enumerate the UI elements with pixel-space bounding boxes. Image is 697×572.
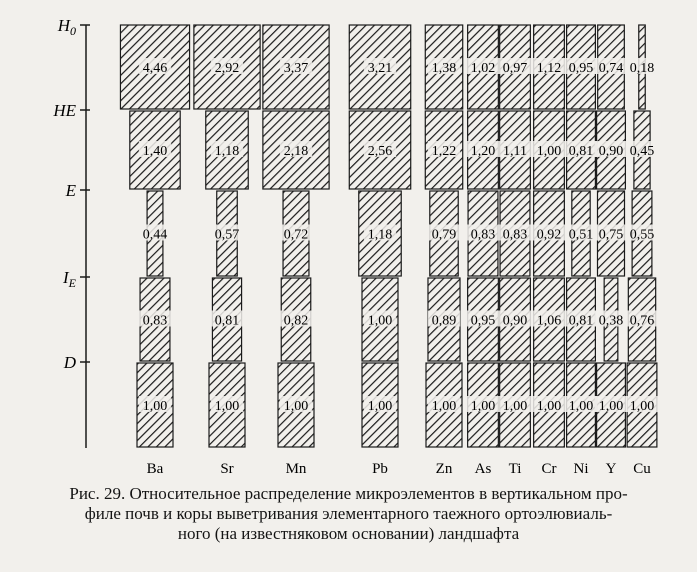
value-label-sr-he: 1,18 bbox=[214, 144, 240, 159]
value-label-as-d: 1,00 bbox=[470, 399, 496, 414]
value-label-ba-he: 1,40 bbox=[142, 144, 168, 159]
horizon-label-d: D bbox=[63, 353, 76, 372]
value-label-pb-h0: 3,21 bbox=[367, 61, 393, 76]
value-label-mn-h0: 3,37 bbox=[283, 61, 309, 76]
value-label-zn-ie: 0,89 bbox=[431, 313, 457, 329]
element-label-zn: Zn bbox=[435, 461, 453, 477]
element-label-pb: Pb bbox=[372, 461, 388, 477]
value-label-sr-e: 0,57 bbox=[214, 227, 240, 243]
value-label-pb-he: 2,56 bbox=[367, 144, 393, 159]
horizon-label-ie: $I_E$ bbox=[62, 268, 76, 290]
value-label-zn-d: 1,00 bbox=[431, 399, 457, 414]
caption-line-1: Рис. 29. Относительное распределение микроэлементов в вертикальном про- bbox=[69, 484, 628, 503]
element-label-ba: Ba bbox=[146, 461, 164, 477]
value-label-cu-h0: 0,18 bbox=[629, 61, 655, 76]
element-label-as: As bbox=[474, 461, 492, 477]
value-label-sr-ie: 0,81 bbox=[214, 313, 240, 329]
value-label-cr-d: 1,00 bbox=[536, 399, 562, 414]
value-label-ni-he: 0,81 bbox=[568, 144, 594, 159]
caption-line-3: ного (на известняковом основании) ландшафта bbox=[177, 524, 520, 543]
value-label-y-h0: 0,74 bbox=[598, 61, 624, 76]
value-label-ti-ie: 0,90 bbox=[502, 313, 528, 329]
value-label-sr-h0: 2,92 bbox=[214, 61, 240, 76]
value-label-ti-he: 1,11 bbox=[503, 144, 527, 159]
value-label-cu-e: 0,55 bbox=[629, 227, 655, 243]
value-label-mn-e: 0,72 bbox=[283, 227, 309, 243]
value-label-ba-d: 1,00 bbox=[142, 399, 168, 414]
value-label-ba-ie: 0,83 bbox=[142, 313, 168, 329]
value-label-ni-h0: 0,95 bbox=[568, 61, 594, 76]
value-label-pb-d: 1,00 bbox=[367, 399, 393, 414]
element-label-y: Y bbox=[605, 461, 617, 477]
value-label-as-he: 1,20 bbox=[470, 144, 496, 159]
value-label-y-ie: 0,38 bbox=[598, 313, 624, 329]
element-label-mn: Mn bbox=[285, 461, 307, 477]
value-label-ni-ie: 0,81 bbox=[568, 313, 594, 329]
caption-line-2: филе почв и коры выветривания элементарного таежного ортоэлювиаль- bbox=[84, 504, 613, 523]
value-label-zn-he: 1,22 bbox=[431, 144, 457, 159]
value-label-ni-d: 1,00 bbox=[568, 399, 594, 414]
value-label-ti-h0: 0,97 bbox=[502, 61, 528, 76]
value-label-y-e: 0,75 bbox=[598, 227, 624, 243]
value-label-pb-ie: 1,00 bbox=[367, 313, 393, 329]
element-label-cr: Cr bbox=[541, 461, 557, 477]
element-labels-group bbox=[147, 461, 652, 477]
element-label-ti: Ti bbox=[508, 461, 522, 477]
value-label-cr-ie: 1,06 bbox=[536, 313, 562, 329]
value-label-cr-he: 1,00 bbox=[536, 144, 562, 159]
value-label-mn-ie: 0,82 bbox=[283, 313, 309, 329]
value-label-cu-d: 1,00 bbox=[629, 399, 655, 414]
value-label-mn-he: 2,18 bbox=[283, 144, 309, 159]
horizon-label-he: HE bbox=[53, 101, 76, 120]
value-label-ba-e: 0,44 bbox=[142, 227, 168, 243]
value-label-as-ie: 0,95 bbox=[470, 313, 496, 329]
value-label-cr-e: 0,92 bbox=[536, 227, 562, 243]
value-label-ni-e: 0,51 bbox=[568, 227, 594, 243]
value-label-zn-e: 0,79 bbox=[431, 227, 457, 243]
value-label-mn-d: 1,00 bbox=[283, 399, 309, 414]
horizon-label-e: E bbox=[65, 181, 76, 200]
element-label-ni: Ni bbox=[573, 461, 589, 477]
value-label-cr-h0: 1,12 bbox=[536, 61, 562, 76]
value-label-as-e: 0,83 bbox=[470, 227, 496, 243]
value-label-y-he: 0,90 bbox=[598, 144, 624, 159]
element-label-sr: Sr bbox=[220, 461, 234, 477]
value-label-cu-he: 0,45 bbox=[629, 144, 655, 159]
element-label-cu: Cu bbox=[633, 461, 651, 477]
value-label-y-d: 1,00 bbox=[598, 399, 624, 414]
value-label-ti-e: 0,83 bbox=[502, 227, 528, 243]
horizon-axis-labels bbox=[52, 16, 90, 372]
value-label-as-h0: 1,02 bbox=[470, 61, 496, 76]
value-label-zn-h0: 1,38 bbox=[431, 61, 457, 76]
value-label-ba-h0: 4,46 bbox=[142, 61, 168, 76]
value-label-pb-e: 1,18 bbox=[367, 227, 393, 243]
horizon-label-h0: $H_0$ bbox=[57, 16, 76, 38]
value-label-cu-ie: 0,76 bbox=[629, 313, 655, 329]
value-label-ti-d: 1,00 bbox=[502, 399, 528, 414]
value-label-sr-d: 1,00 bbox=[214, 399, 240, 414]
figure-caption bbox=[0, 484, 697, 544]
